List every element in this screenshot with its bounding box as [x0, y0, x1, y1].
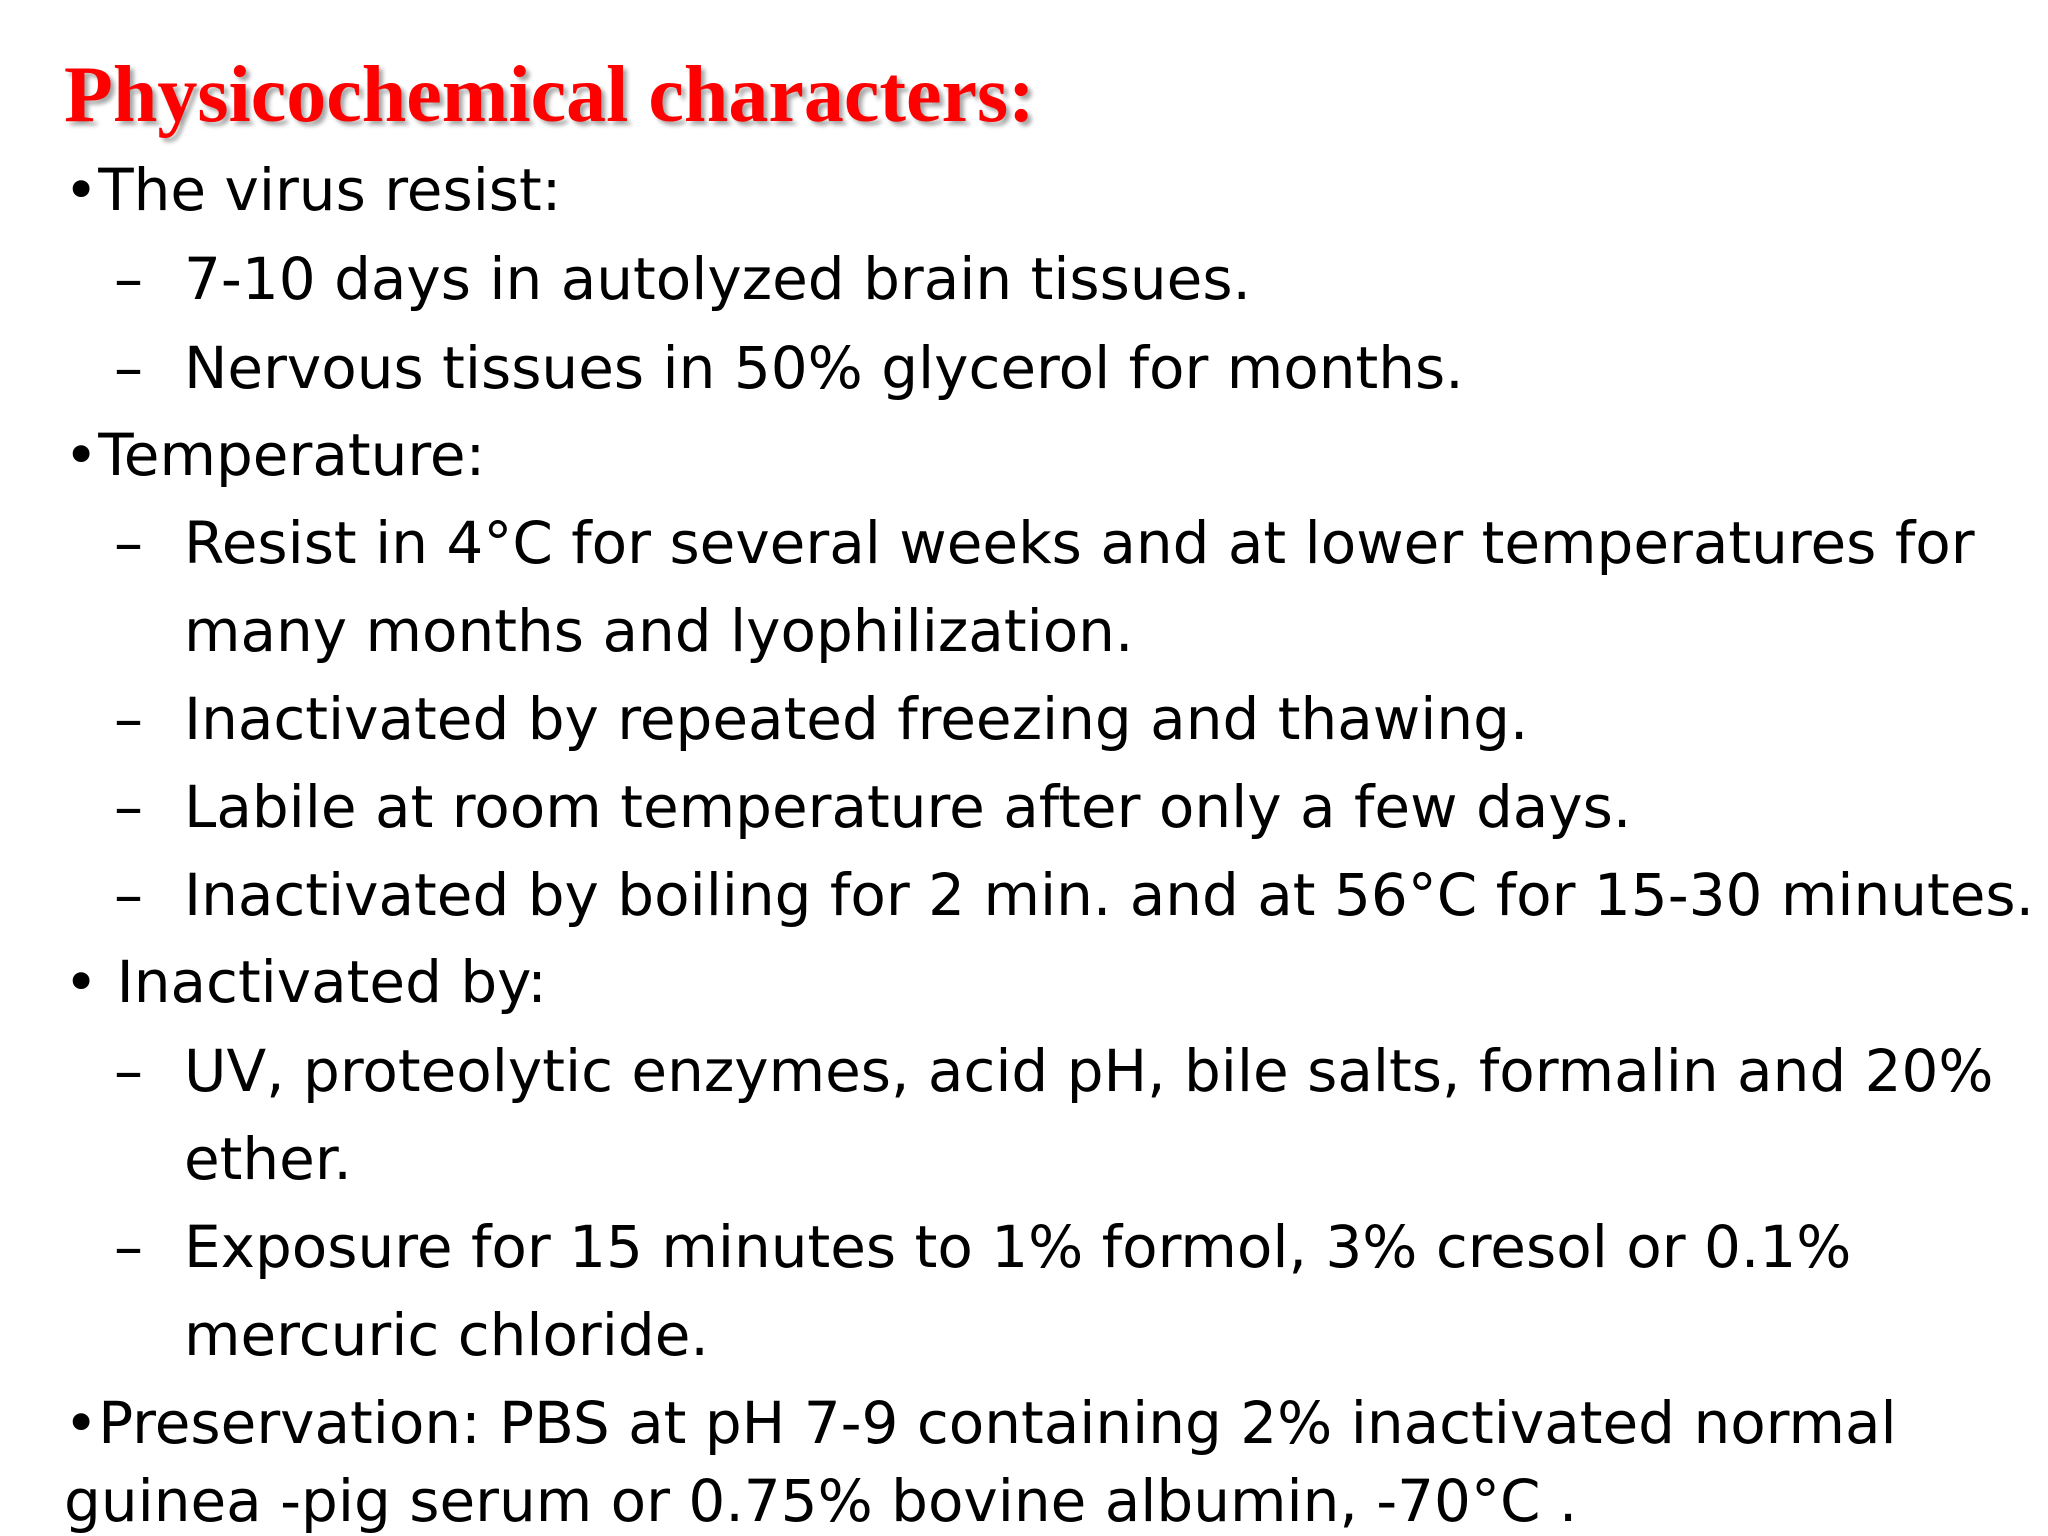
preservation-continuation: guinea -pig serum or 0.75% bovine albumin, -70°C .	[64, 1467, 1578, 1535]
item-labile-room-temp: Labile at room temperature after only a few days.	[184, 773, 1632, 841]
dash-marker: –	[114, 1037, 143, 1105]
dash-marker: –	[114, 1213, 143, 1281]
item-resist-4c-cont: many months and lyophilization.	[184, 597, 1134, 665]
item-glycerol: Nervous tissues in 50% glycerol for months.	[184, 334, 1464, 402]
item-uv-enzymes: UV, proteolytic enzymes, acid pH, bile salts, formalin and 20%	[184, 1037, 1994, 1105]
dash-marker: –	[114, 861, 143, 929]
dash-marker: –	[114, 509, 143, 577]
dash-marker: –	[114, 245, 143, 313]
item-resist-4c: Resist in 4°C for several weeks and at lower temperatures for	[184, 509, 1975, 577]
bullet-temperature: •Temperature:	[64, 421, 486, 489]
item-autolyzed-brain: 7-10 days in autolyzed brain tissues.	[184, 245, 1251, 313]
dash-marker: –	[114, 773, 143, 841]
item-exposure-formol-cont: mercuric chloride.	[184, 1301, 709, 1369]
slide-title: Physicochemical characters:	[64, 51, 1035, 139]
dash-marker: –	[114, 334, 143, 402]
bullet-virus-resist: •The virus resist:	[64, 156, 562, 224]
item-exposure-formol: Exposure for 15 minutes to 1% formol, 3% cresol or 0.1%	[184, 1213, 1852, 1281]
dash-marker: –	[114, 685, 143, 753]
bullet-preservation: •Preservation: PBS at pH 7-9 containing 2% inactivated normal	[64, 1389, 1897, 1457]
item-freezing-thawing: Inactivated by repeated freezing and thawing.	[184, 685, 1529, 753]
item-boiling: Inactivated by boiling for 2 min. and at 56°C for 15-30 minutes.	[184, 861, 2035, 929]
bullet-inactivated-by: • Inactivated by:	[64, 948, 547, 1016]
item-uv-enzymes-cont: ether.	[184, 1125, 352, 1193]
